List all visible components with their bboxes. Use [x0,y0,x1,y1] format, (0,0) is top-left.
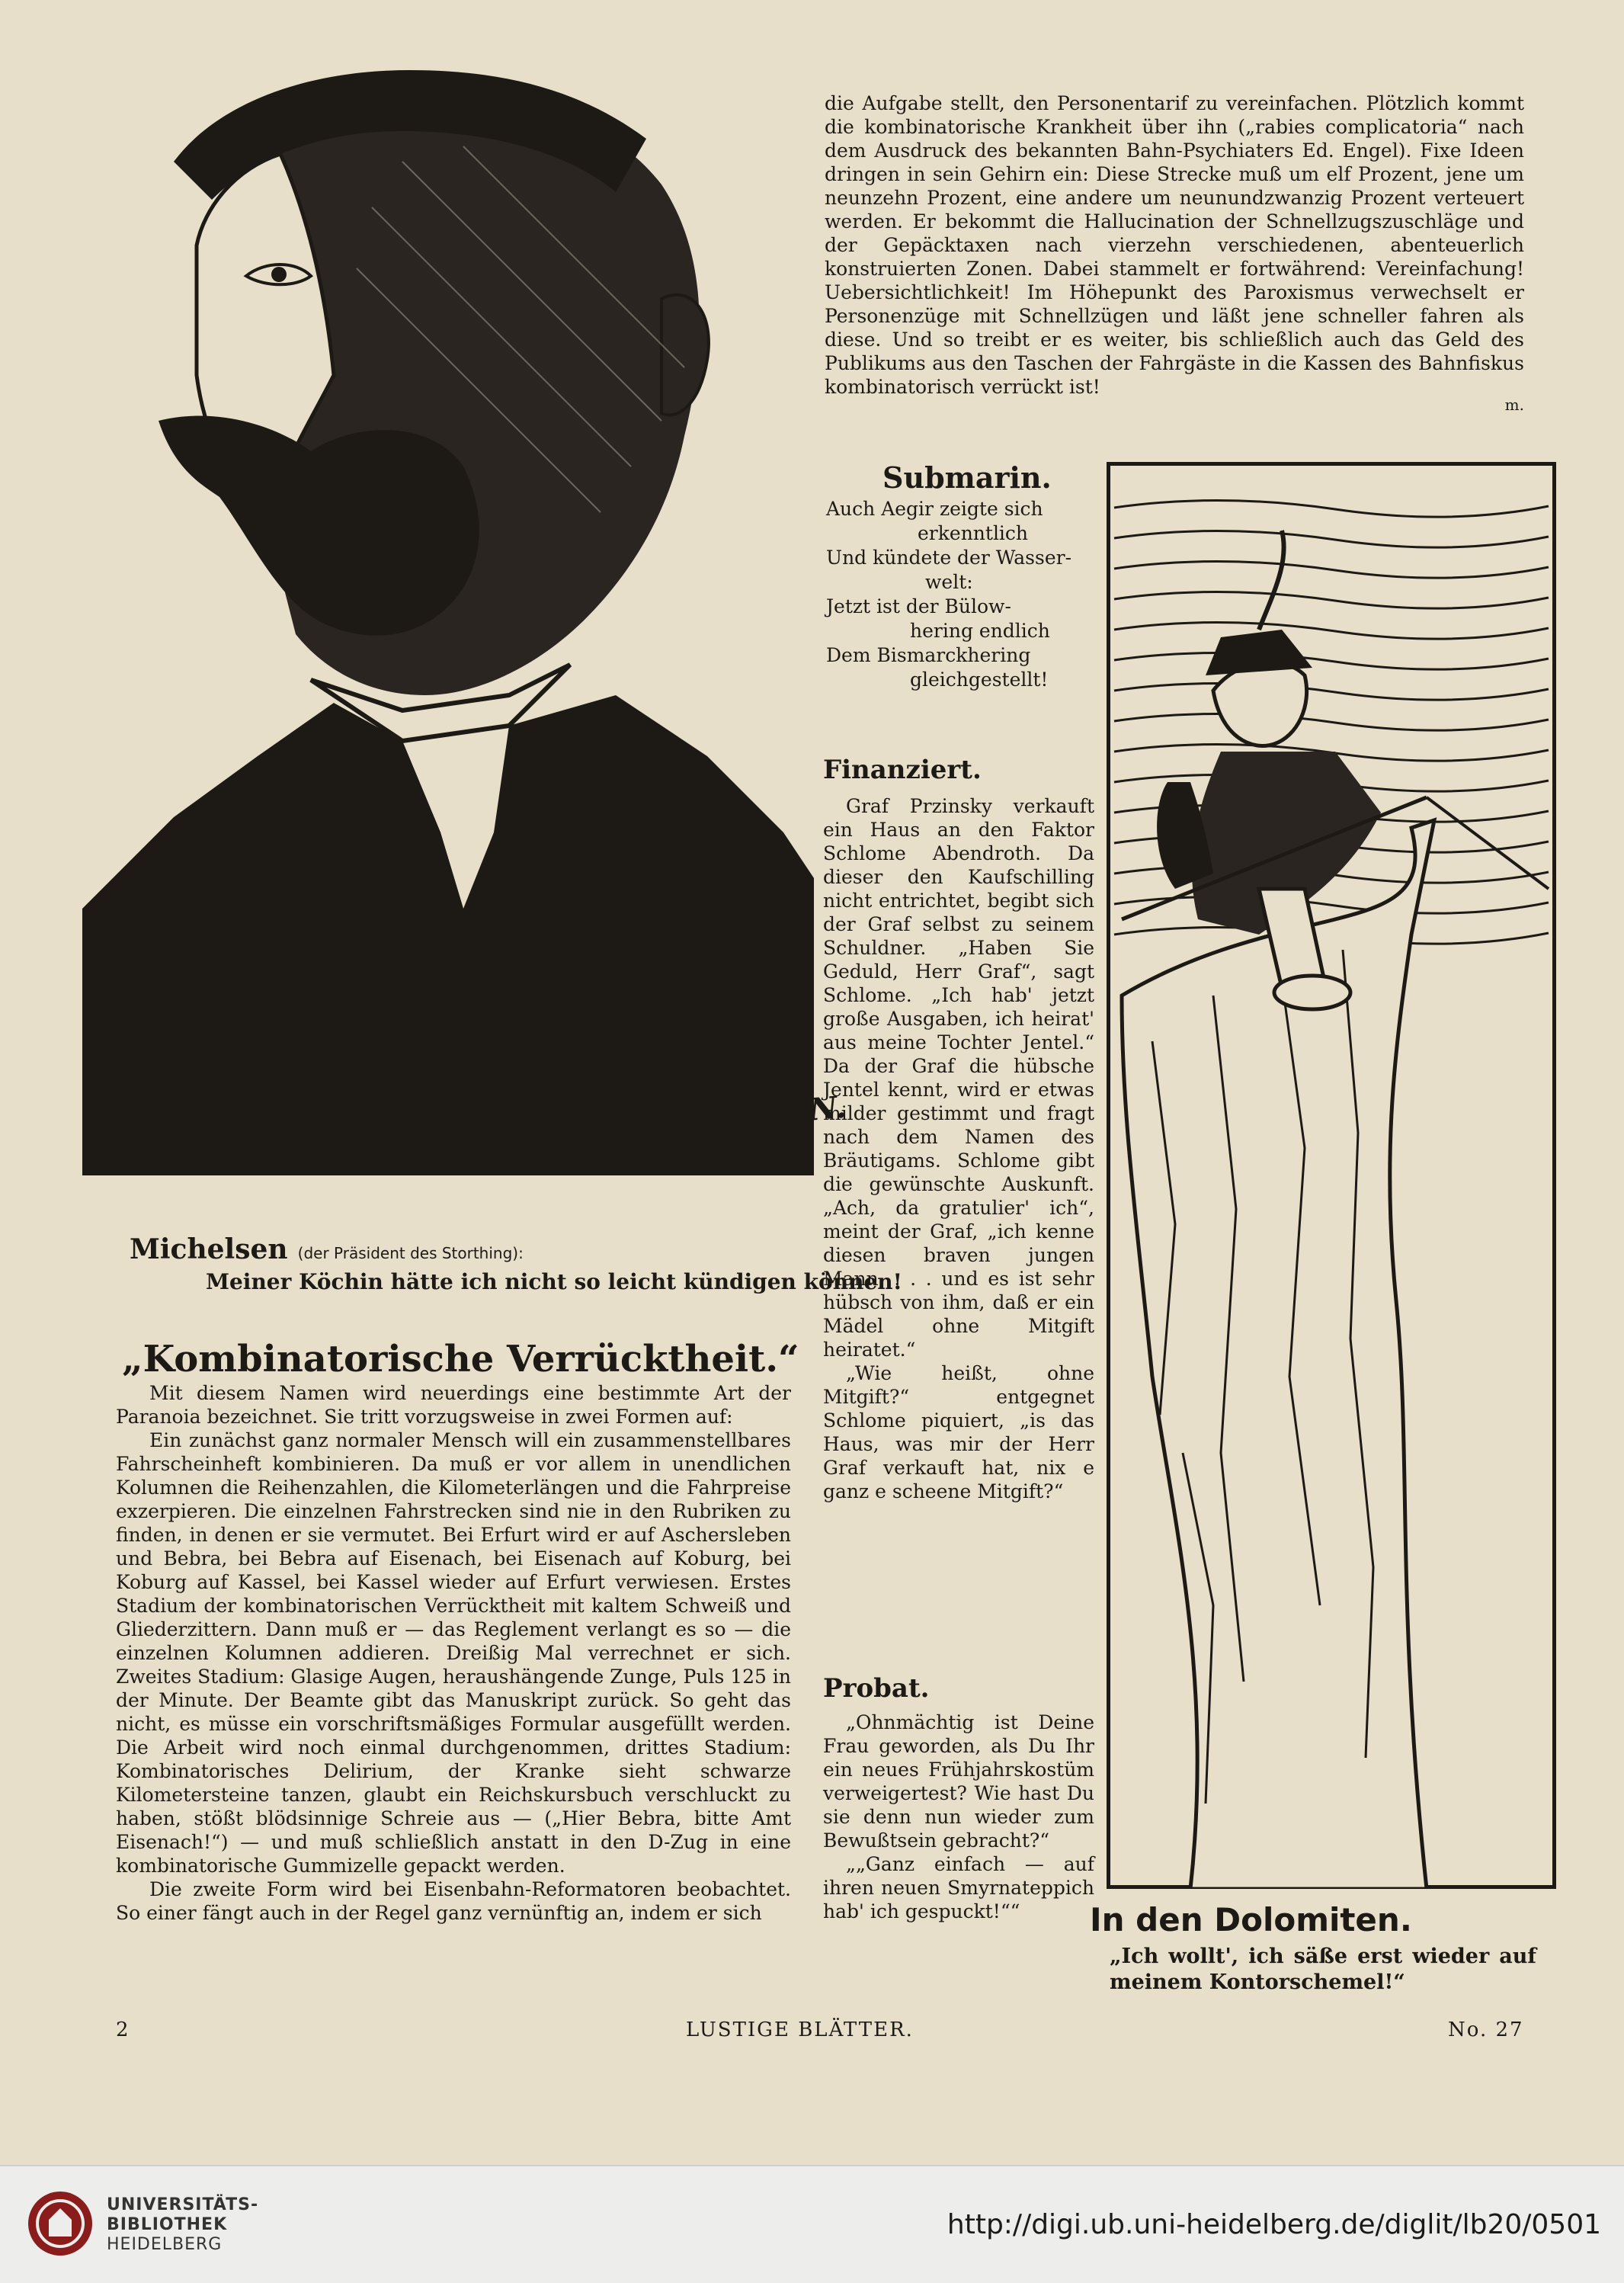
caption-note: (der Präsident des Storthing): [297,1244,524,1262]
dolomites-illustration [1107,462,1556,1889]
article-title: „Kombinatorische Verrücktheit.“ [122,1338,799,1380]
source-url-link[interactable]: http://digi.ub.uni-heidelberg.de/diglit/lb20/0501 [947,2209,1601,2240]
article-body [116,1381,791,1925]
poem-line-6: hering endlich [910,620,1050,642]
university-seal-icon [26,2189,94,2258]
article-paragraph-2: Ein zunächst ganz normaler Mensch will ein zusammenstellbares Fahrscheinheft kombinieren. Da muß er vor allem in unendlichen Kolumnen die Reihenzahlen, die Kilometerlängen und die Fahrpreise exzerpieren. Die einzelnen Fahrstrecken sind nie in den Rubriken zu finden, in denen er sie vermutet. Bei Erfurt wird er auf Aschersleben und Bebra, bei Bebra auf Eisenach, bei Eisenach auf Koburg, bei Koburg auf Kassel, bei Kassel wieder auf Erfurt verwiesen. Erstes Stadium der kombinatorischen Verrücktheit mit kaltem Schweiß und Gliederzittern. Dann muß er — das Reglement verlangt es so — die einzelnen Kolumnen addieren. Dreißig Mal verrechnet er sich. Zweites Stadium: Glasige Augen, heraushängende Zunge, Puls 125 in der Minute. Der Beamte gibt das Manuskript zurück. So geht das nicht, es müsse ein vorschriftsmäßiges Formular ausgefüllt werden. Die Arbeit wird noch einmal durchgenommen, drittes Stadium: Kombinatorisches Delirium, der Kranke sieht schwarze Kilometersteine tanzen, glaubt ein Reichskursbuch verschluckt zu haben, stößt blödsinnige Schreie aus — („Hier Bebra, bitte Amt Eisenach!“) — und muß schließlich anstatt in den D-Zug in eine kombinatorische Gummizelle gepackt werden. [116,1429,791,1877]
logo-line-1: UNIVERSITÄTS- [107,2195,259,2214]
author-mark: m. [1504,396,1524,414]
portrait-illustration [82,70,814,1175]
poem-line-2: erkenntlich [918,522,1029,544]
submarin-poem [826,497,1100,692]
issue-number: No. 27 [1448,2018,1524,2041]
continued-paragraph: die Aufgabe stellt, den Personentarif zu vereinfachen. Plötzlich kommt die kombinatorische Krankheit über ihn („rabies complicatoria“ nach dem Ausdruck des bekannten Bahn-Psychiaters Ed. Engel). Fixe Ideen dringen in sein Gehirn ein: Diese Strecke muß um elf Prozent, jene um neunzehn Prozent, eine andere um neunundzwanzig Prozent verteuert werden. Er bekommt die Hallucination der Schnellzugszuschläge und der Gepäcktaxen nach vierzehn verschiedenen, abenteuerlich konstruierten Zonen. Dabei stammelt er fortwährend: Vereinfachung! Uebersichtlichkeit! Im Höhepunkt des Paroxismus verwechselt er Personenzüge mit Schnellzügen und läßt jene schneller fahren als diese. Und so treibt er es weiter, bis schließlich auch das Geld des Publikums aus den Taschen der Fahrgäste in die Kassen des Bahnfiskus kombinatorisch verrückt ist! [825,92,1524,398]
portrait-caption [130,1233,800,1265]
article-paragraph-3: Die zweite Form wird bei Eisenbahn-Reformatoren beobachtet. So einer fängt auch in der Regel ganz vernünftig an, indem er sich [116,1878,791,1924]
submarin-title: Submarin. [882,460,1052,495]
probat-title: Probat. [823,1673,930,1704]
dolomiten-quote: „Ich wollt', ich säße erst wieder auf meinem Kontorschemel!“ [1110,1945,1536,1994]
poem-line-7: Dem Bismarckhering [826,644,1031,666]
poem-line-5: Jetzt ist der Bülow- [826,595,1011,617]
article-paragraph-1: Mit diesem Namen wird neuerdings eine bestimmte Art der Paranoia bezeichnet. Sie tritt vorzugsweise in zwei Formen auf: [116,1382,791,1428]
logo-line-3: HEIDELBERG [107,2235,223,2254]
logo-line-2: BIBLIOTHEK [107,2215,228,2234]
poem-line-3: Und kündete der Wasser- [826,547,1072,569]
finanziert-body [823,794,1094,1503]
magazine-name: LUSTIGE BLÄTTER. [686,2018,914,2041]
library-footer [0,2165,1624,2283]
caption-quote: Meiner Köchin hätte ich nicht so leicht kündigen können! [206,1269,902,1294]
caption-name: Michelsen [130,1233,288,1265]
finanziert-paragraph-1: Graf Przinsky verkauft ein Haus an den Faktor Schlome Abendroth. Da dieser den Kaufschilling nicht entrichtet, begibt sich der Graf selbst zu seinem Schuldner. „Haben Sie Geduld, Herr Graf“, sagt Schlome. „Ich hab' jetzt große Ausgaben, ich heirat' aus meine Tochter Jentel.“ Da der Graf die hübsche Jentel kennt, wird er etwas milder gestimmt und fragt nach dem Namen des Bräutigams. Schlome gibt die gewünschte Auskunft. „Ach, da gratulier' ich“, meint der Graf, „ich kenne diesen braven jungen Mann, . . . und es ist sehr hübsch von ihm, daß er ein Mädel ohne Mitgift heiratet.“ [823,795,1094,1361]
poem-line-8: gleichgestellt! [910,669,1049,691]
poem-line-4: welt: [925,571,973,593]
finanziert-title: Finanziert. [823,755,982,785]
poem-line-1: Auch Aegir zeigte sich [826,498,1043,520]
illustrator-signature: STERN. [715,1089,848,1137]
probat-paragraph-2: „„Ganz einfach — auf ihren neuen Smyrnateppich hab' ich gespuckt!““ [823,1853,1094,1922]
continued-text [825,91,1524,414]
probat-body [823,1711,1094,1923]
library-logo-text [107,2195,258,2255]
probat-paragraph-1: „Ohnmächtig ist Deine Frau geworden, als Du Ihr ein neues Frühjahrskostüm verweigertest? Wie hast Du sie denn nun wieder zum Bewußtsein gebracht?“ [823,1711,1094,1852]
page-number: 2 [116,2018,130,2041]
dolomiten-title: In den Dolomiten. [1090,1901,1412,1938]
finanziert-paragraph-2: „Wie heißt, ohne Mitgift?“ entgegnet Schlome piquiert, „is das Haus, was mir der Herr Graf verkauft hat, nix e ganz e scheene Mitgift?“ [823,1362,1094,1502]
